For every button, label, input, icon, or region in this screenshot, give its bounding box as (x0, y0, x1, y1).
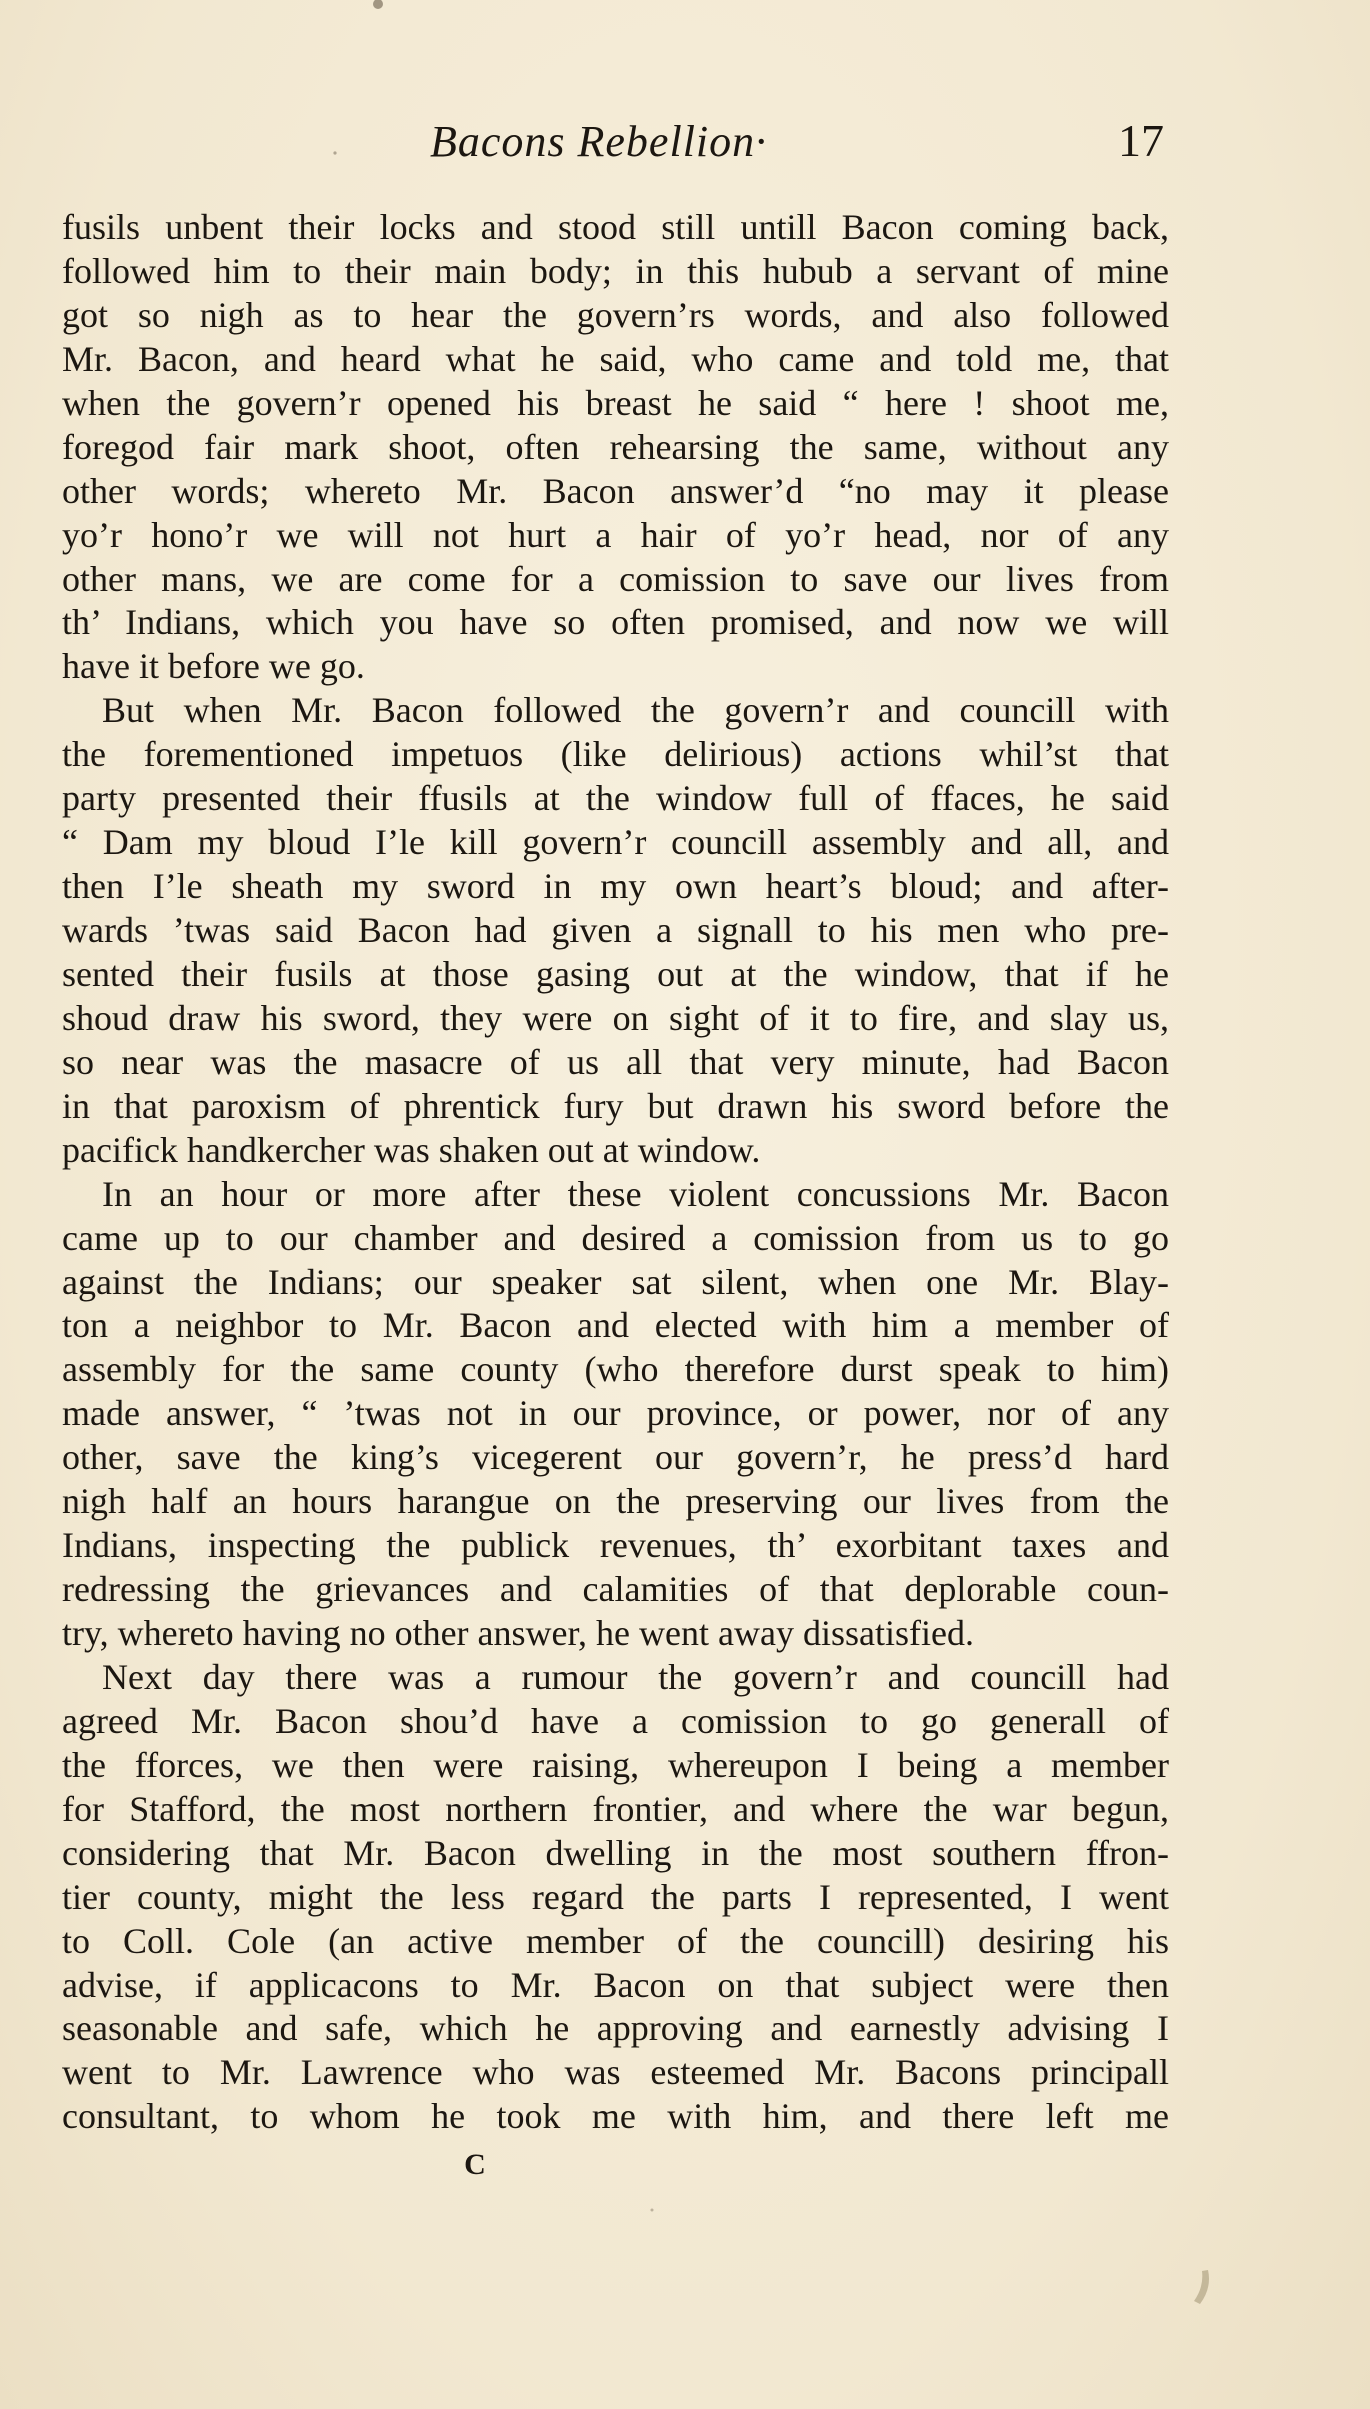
page-number: 17 (1118, 115, 1164, 166)
text-line: when the govern’r opened his breast he said “ here ! shoot me, (62, 382, 1169, 423)
text-line: the fforces, we then were raising, whereupon I being a member (62, 1744, 1169, 1785)
text-line: sented their fusils at those gasing out at the window, that if he (62, 953, 1169, 994)
text-line: went to Mr. Lawrence who was esteemed Mr. Bacons principall (62, 2052, 1169, 2093)
text-line: nigh half an hours harangue on the preserving our lives from the (62, 1481, 1169, 1522)
ink-speck (1194, 2270, 1209, 2304)
text-line: came up to our chamber and desired a comission from us to go (62, 1217, 1169, 1258)
text-line: against the Indians; our speaker sat silent, when one Mr. Blay- (62, 1261, 1169, 1302)
text-line: so near was the masacre of us all that very minute, had Bacon (62, 1041, 1169, 1082)
text-line: Mr. Bacon, and heard what he said, who came and told me, that (62, 338, 1169, 379)
paragraph-start-line: In an hour or more after these violent concussions Mr. Bacon (102, 1173, 1169, 1214)
text-line: other mans, we are come for a comission to save our lives from (62, 558, 1169, 599)
text-line: consultant, to whom he took me with him, and there left me (62, 2096, 1169, 2137)
text-line: to Coll. Cole (an active member of the councill) desiring his (62, 1920, 1169, 1961)
text-line: wards ’twas said Bacon had given a signall to his men who pre- (62, 910, 1169, 950)
text-line: other words; whereto Mr. Bacon answer’d “no may it please (62, 470, 1169, 511)
text-line: shoud draw his sword, they were on sight of it to fire, and slay us, (62, 997, 1169, 1038)
signature-letter: C (464, 2148, 486, 2181)
text-line: the forementioned impetuos (like delirious) actions whil’st that (62, 734, 1169, 775)
text-line: for Stafford, the most northern frontier, and where the war begun, (62, 1788, 1169, 1829)
text-line: considering that Mr. Bacon dwelling in the most southern ffron- (62, 1832, 1169, 1873)
paragraph-start-line: Next day there was a rumour the govern’r and councill had (102, 1656, 1169, 1697)
text-line: advise, if applicacons to Mr. Bacon on that subject were then (62, 1964, 1169, 2005)
text-line: party presented their ffusils at the window full of ffaces, he said (62, 778, 1169, 819)
text-line: other, save the king’s vicegerent our govern’r, he press’d hard (62, 1437, 1169, 1478)
text-line: followed him to their main body; in this hubub a servant of mine (62, 250, 1169, 291)
text-line: tier county, might the less regard the parts I represented, I went (62, 1876, 1169, 1917)
text-line: th’ Indians, which you have so often promised, and now we will (62, 602, 1169, 643)
text-line: ton a neighbor to Mr. Bacon and elected with him a member of (62, 1305, 1169, 1346)
text-line: seasonable and safe, which he approving and earnestly advising I (62, 2008, 1169, 2049)
text-line: fusils unbent their locks and stood still untill Bacon coming back, (62, 207, 1169, 247)
paragraph-start-line: But when Mr. Bacon followed the govern’r and councill with (102, 690, 1169, 731)
text-line: Indians, inspecting the publick revenues, th’ exorbitant taxes and (62, 1525, 1169, 1566)
text-line: agreed Mr. Bacon shou’d have a comission to go generall of (62, 1700, 1169, 1741)
running-head: Bacons Rebellion· (430, 117, 768, 166)
text-line: have it before we go. (62, 646, 365, 687)
ink-speck (373, 0, 383, 9)
text-line: made answer, “ ’twas not in our province, or power, nor of any (62, 1393, 1169, 1434)
ink-speck (651, 2209, 654, 2212)
text-line: in that paroxism of phrentick fury but drawn his sword before the (62, 1085, 1169, 1126)
text-line: pacifick handkercher was shaken out at window. (62, 1129, 761, 1170)
text-line: yo’r hono’r we will not hurt a hair of yo’r head, nor of any (62, 514, 1169, 555)
text-line: foregod fair mark shoot, often rehearsing the same, without any (62, 426, 1169, 467)
text-line: got so nigh as to hear the govern’rs words, and also followed (62, 294, 1169, 335)
text-line: try, whereto having no other answer, he went away dissatisfied. (62, 1613, 974, 1653)
text-line: redressing the grievances and calamities of that deplorable coun- (62, 1569, 1169, 1610)
text-line: “ Dam my bloud I’le kill govern’r councill assembly and all, and (62, 822, 1169, 863)
text-line: assembly for the same county (who therefore durst speak to him) (62, 1349, 1169, 1390)
ink-speck (333, 151, 336, 154)
text-line: then I’le sheath my sword in my own heart’s bloud; and after- (62, 866, 1169, 907)
